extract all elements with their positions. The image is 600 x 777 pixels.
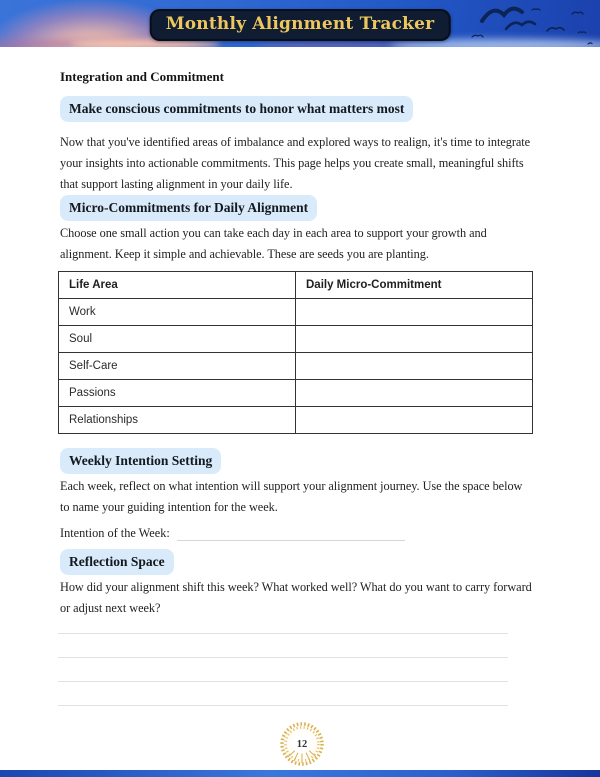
life-area-cell: Soul: [59, 326, 296, 353]
reflection-writing-lines: [58, 633, 508, 706]
document-title-box: [150, 9, 451, 41]
table-row: [59, 407, 533, 434]
header-banner: [0, 0, 600, 47]
micro-commitments-heading: Micro-Commitments for Daily Alignment: [60, 195, 317, 221]
intro-heading: Make conscious commitments to honor what matters most: [60, 96, 413, 122]
intro-paragraph: Now that you've identified areas of imbalance and explored ways to realign, it's time to integrate your insights into actionable commitments. This page helps you create small, meaningful shifts that support lasting alignment in your daily life.: [60, 135, 531, 191]
weekly-intention-paragraph: Each week, reflect on what intention will support your alignment journey. Use the space below to name your guiding intention for the week.: [60, 479, 523, 514]
table-row: [59, 326, 533, 353]
reflection-space-heading: Reflection Space: [60, 549, 174, 575]
commitment-blank-cell[interactable]: [296, 380, 533, 407]
table-header-row: [59, 272, 533, 299]
life-area-cell: Work: [59, 299, 296, 326]
birds-icon: [444, 0, 594, 47]
page-number: 12: [296, 738, 308, 750]
commitment-blank-cell[interactable]: [296, 407, 533, 434]
page-number-badge: [60, 721, 544, 767]
writing-line[interactable]: [58, 633, 508, 634]
micro-commitments-paragraph: Choose one small action you can take each day in each area to support your growth and alignment. Keep it simple and achievable. These are seeds you are planting.: [60, 226, 487, 261]
sunset-glow-cloud: [70, 40, 220, 47]
life-area-cell: Self-Care: [59, 353, 296, 380]
commitment-blank-cell[interactable]: [296, 353, 533, 380]
table-header-life-area: Life Area: [59, 272, 296, 299]
commitment-blank-cell[interactable]: [296, 299, 533, 326]
intention-of-week-row: [60, 526, 544, 541]
reflection-paragraph: How did your alignment shift this week? What worked well? What do you want to carry forward or adjust next week?: [60, 580, 532, 615]
document-title: Monthly Alignment Tracker: [165, 14, 435, 34]
table-header-commitment: Daily Micro-Commitment: [296, 272, 533, 299]
writing-line[interactable]: [58, 681, 508, 682]
commitment-blank-cell[interactable]: [296, 326, 533, 353]
table-row: [59, 299, 533, 326]
life-area-cell: Passions: [59, 380, 296, 407]
micro-commitments-table: [58, 271, 533, 434]
life-area-cell: Relationships: [59, 407, 296, 434]
table-row: [59, 380, 533, 407]
intention-label: Intention of the Week:: [60, 526, 170, 540]
footer-bar: [0, 770, 600, 777]
writing-line[interactable]: [58, 657, 508, 658]
page-content: [0, 69, 600, 767]
writing-line[interactable]: [58, 705, 508, 706]
section-heading: Integration and Commitment: [60, 69, 224, 84]
intention-input-line[interactable]: [177, 527, 405, 541]
table-row: [59, 353, 533, 380]
weekly-intention-heading: Weekly Intention Setting: [60, 448, 221, 474]
